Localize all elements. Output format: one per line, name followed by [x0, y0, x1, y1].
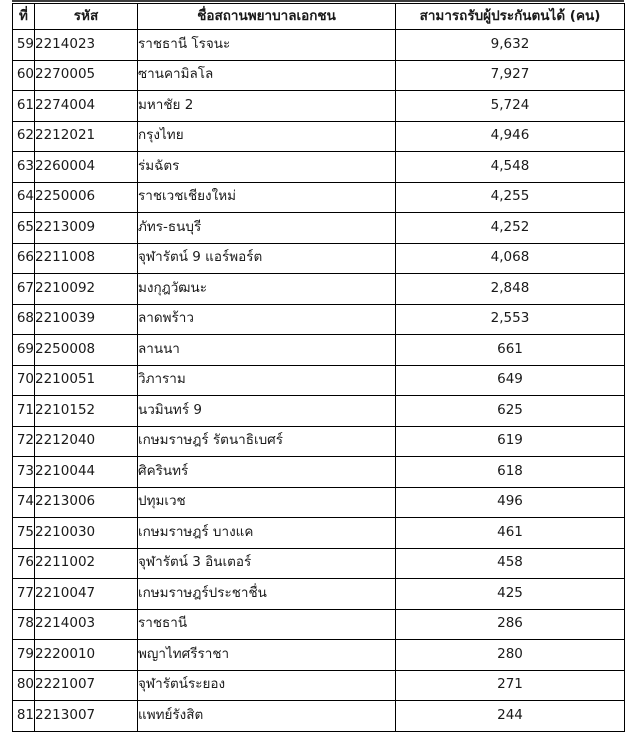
row-index-cell: 69 — [13, 335, 35, 366]
hospital-name-cell: จุฬารัตน์ระยอง — [138, 670, 396, 701]
table-row — [13, 396, 625, 427]
table-row — [13, 457, 625, 488]
table-row — [13, 121, 625, 152]
hospital-name-cell: ร่มฉัตร — [138, 152, 396, 183]
hospital-name-cell: นวมินทร์ 9 — [138, 396, 396, 427]
hospital-code-cell: 2210051 — [35, 365, 138, 396]
table-row — [13, 274, 625, 305]
hospital-name-cell: แพทย์รังสิต — [138, 701, 396, 732]
table-row — [13, 91, 625, 122]
hospital-name-cell: ลาดพร้าว — [138, 304, 396, 335]
hospital-capacity-cell: 271 — [396, 670, 625, 701]
hospital-name-cell: เกษมราษฎร์ประชาชื่น — [138, 579, 396, 610]
row-index-cell: 61 — [13, 91, 35, 122]
column-header-code: รหัส — [35, 4, 138, 30]
hospital-code-cell: 2214003 — [35, 609, 138, 640]
table-header — [13, 4, 625, 30]
row-index-cell: 67 — [13, 274, 35, 305]
hospital-code-cell: 2260004 — [35, 152, 138, 183]
row-index-cell: 59 — [13, 30, 35, 61]
hospital-capacity-cell: 9,632 — [396, 30, 625, 61]
column-header-hospital: ชื่อสถานพยาบาลเอกชน — [138, 4, 396, 30]
table-row — [13, 701, 625, 732]
hospital-capacity-cell: 458 — [396, 548, 625, 579]
hospital-code-cell: 2213009 — [35, 213, 138, 244]
hospital-code-cell: 2212021 — [35, 121, 138, 152]
row-index-cell: 77 — [13, 579, 35, 610]
row-index-cell: 78 — [13, 609, 35, 640]
hospital-capacity-cell: 4,946 — [396, 121, 625, 152]
hospital-name-cell: เกษมราษฎร์ บางแค — [138, 518, 396, 549]
hospital-capacity-cell: 280 — [396, 640, 625, 671]
table-row — [13, 548, 625, 579]
table-row — [13, 579, 625, 610]
hospital-capacity-cell: 7,927 — [396, 60, 625, 91]
row-index-cell: 66 — [13, 243, 35, 274]
hospital-name-cell: จุฬารัตน์ 3 อินเตอร์ — [138, 548, 396, 579]
row-index-cell: 60 — [13, 60, 35, 91]
hospital-code-cell: 2210047 — [35, 579, 138, 610]
hospital-code-cell: 2214023 — [35, 30, 138, 61]
hospital-code-cell: 2221007 — [35, 670, 138, 701]
hospital-capacity-cell: 461 — [396, 518, 625, 549]
row-index-cell: 79 — [13, 640, 35, 671]
hospital-code-cell: 2274004 — [35, 91, 138, 122]
row-index-cell: 70 — [13, 365, 35, 396]
hospital-name-cell: ลานนา — [138, 335, 396, 366]
table-row — [13, 30, 625, 61]
row-index-cell: 71 — [13, 396, 35, 427]
hospital-name-cell: ราชเวชเชียงใหม่ — [138, 182, 396, 213]
hospital-capacity-cell: 4,068 — [396, 243, 625, 274]
hospital-capacity-cell: 649 — [396, 365, 625, 396]
row-index-cell: 63 — [13, 152, 35, 183]
hospital-capacity-cell: 286 — [396, 609, 625, 640]
hospital-code-cell: 2211002 — [35, 548, 138, 579]
hospital-name-cell: พญาไทศรีราชา — [138, 640, 396, 671]
hospital-code-cell: 2211008 — [35, 243, 138, 274]
hospital-name-cell: มงกุฎวัฒนะ — [138, 274, 396, 305]
table-row — [13, 426, 625, 457]
table-row — [13, 152, 625, 183]
row-index-cell: 81 — [13, 701, 35, 732]
hospital-capacity-cell: 496 — [396, 487, 625, 518]
table-row — [13, 213, 625, 244]
hospital-name-cell: เกษมราษฎร์ รัตนาธิเบศร์ — [138, 426, 396, 457]
table-row — [13, 182, 625, 213]
hospital-code-cell: 2210092 — [35, 274, 138, 305]
page-top-rule — [12, 0, 624, 2]
row-index-cell: 73 — [13, 457, 35, 488]
private-hospital-capacity-table — [12, 3, 625, 732]
table-row — [13, 365, 625, 396]
hospital-code-cell: 2250008 — [35, 335, 138, 366]
hospital-name-cell: ราชธานี โรจนะ — [138, 30, 396, 61]
hospital-capacity-cell: 5,724 — [396, 91, 625, 122]
hospital-name-cell: ซานคามิลโล — [138, 60, 396, 91]
hospital-code-cell: 2210044 — [35, 457, 138, 488]
hospital-name-cell: วิภาราม — [138, 365, 396, 396]
hospital-name-cell: ศิครินทร์ — [138, 457, 396, 488]
column-header-index: ที่ — [13, 4, 35, 30]
row-index-cell: 65 — [13, 213, 35, 244]
table-row — [13, 518, 625, 549]
hospital-code-cell: 2270005 — [35, 60, 138, 91]
hospital-code-cell: 2210152 — [35, 396, 138, 427]
hospital-code-cell: 2210039 — [35, 304, 138, 335]
row-index-cell: 76 — [13, 548, 35, 579]
hospital-code-cell: 2250006 — [35, 182, 138, 213]
hospital-capacity-cell: 4,255 — [396, 182, 625, 213]
table-body — [13, 30, 625, 732]
table-row — [13, 304, 625, 335]
row-index-cell: 68 — [13, 304, 35, 335]
row-index-cell: 64 — [13, 182, 35, 213]
hospital-capacity-cell: 2,553 — [396, 304, 625, 335]
hospital-capacity-cell: 4,548 — [396, 152, 625, 183]
hospital-name-cell: มหาชัย 2 — [138, 91, 396, 122]
hospital-code-cell: 2212040 — [35, 426, 138, 457]
row-index-cell: 75 — [13, 518, 35, 549]
hospital-capacity-cell: 244 — [396, 701, 625, 732]
hospital-capacity-cell: 4,252 — [396, 213, 625, 244]
table-row — [13, 487, 625, 518]
hospital-capacity-cell: 618 — [396, 457, 625, 488]
hospital-capacity-cell: 661 — [396, 335, 625, 366]
row-index-cell: 80 — [13, 670, 35, 701]
hospital-name-cell: ภัทร-ธนบุรี — [138, 213, 396, 244]
hospital-name-cell: ปทุมเวช — [138, 487, 396, 518]
hospital-code-cell: 2213006 — [35, 487, 138, 518]
hospital-capacity-cell: 625 — [396, 396, 625, 427]
table-row — [13, 243, 625, 274]
hospital-capacity-cell: 2,848 — [396, 274, 625, 305]
row-index-cell: 74 — [13, 487, 35, 518]
hospital-capacity-cell: 619 — [396, 426, 625, 457]
hospital-name-cell: กรุงไทย — [138, 121, 396, 152]
hospital-name-cell: ราชธานี — [138, 609, 396, 640]
hospital-code-cell: 2220010 — [35, 640, 138, 671]
hospital-code-cell: 2210030 — [35, 518, 138, 549]
column-header-capacity: สามารถรับผู้ประกันตนได้ (คน) — [396, 4, 625, 30]
table-row — [13, 335, 625, 366]
hospital-code-cell: 2213007 — [35, 701, 138, 732]
table-header-row — [13, 4, 625, 30]
hospital-name-cell: จุฬารัตน์ 9 แอร์พอร์ต — [138, 243, 396, 274]
table-row — [13, 670, 625, 701]
hospital-capacity-cell: 425 — [396, 579, 625, 610]
row-index-cell: 62 — [13, 121, 35, 152]
row-index-cell: 72 — [13, 426, 35, 457]
table-row — [13, 60, 625, 91]
table-row — [13, 640, 625, 671]
table-row — [13, 609, 625, 640]
